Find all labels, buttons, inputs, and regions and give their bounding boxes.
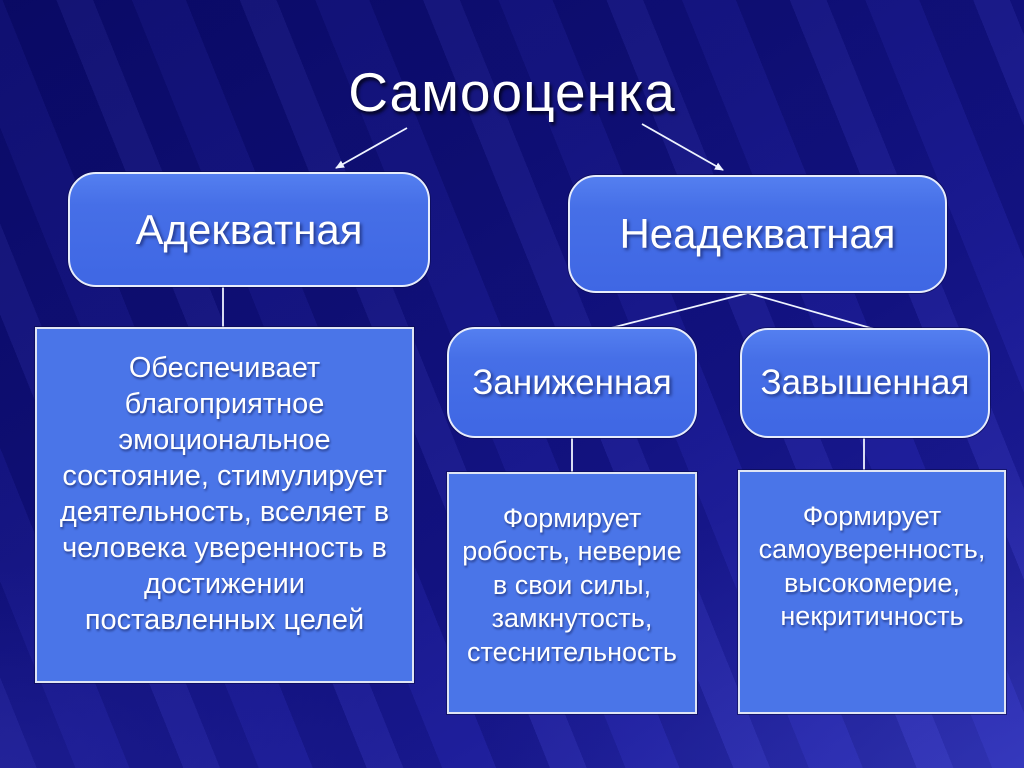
slide-title: Самооценка [348, 61, 676, 123]
node-inflated [740, 328, 990, 438]
desc-lowered-text: Формирует робость, неверие в свои силы, замкнутость, стеснительность [462, 503, 682, 667]
node-lowered-label: Заниженная [472, 362, 672, 402]
node-inflated-label: Завышенная [760, 363, 970, 402]
node-inadequate-label: Неадекватная [619, 210, 896, 257]
node-inadequate [568, 175, 947, 293]
node-adequate [68, 172, 430, 287]
node-adequate-label: Адекватная [135, 205, 363, 253]
arrow-title-to-inadequate [642, 124, 723, 170]
desc-lowered [447, 472, 697, 714]
node-lowered [447, 327, 697, 438]
desc-adequate-text: Обеспечивает благоприятное эмоциональное состояние, стимулирует деятельность, вселяет в человека уверенность в достижении поставленных целей [59, 352, 390, 636]
arrow-title-to-adequate [336, 128, 407, 168]
desc-inflated [738, 470, 1006, 714]
connector-inadequate-lowered [611, 293, 748, 328]
desc-inflated-text: Формирует самоуверенность, высокомерие, некритичность [758, 501, 986, 632]
connector-inadequate-inflated [748, 293, 874, 329]
desc-adequate [35, 327, 414, 683]
